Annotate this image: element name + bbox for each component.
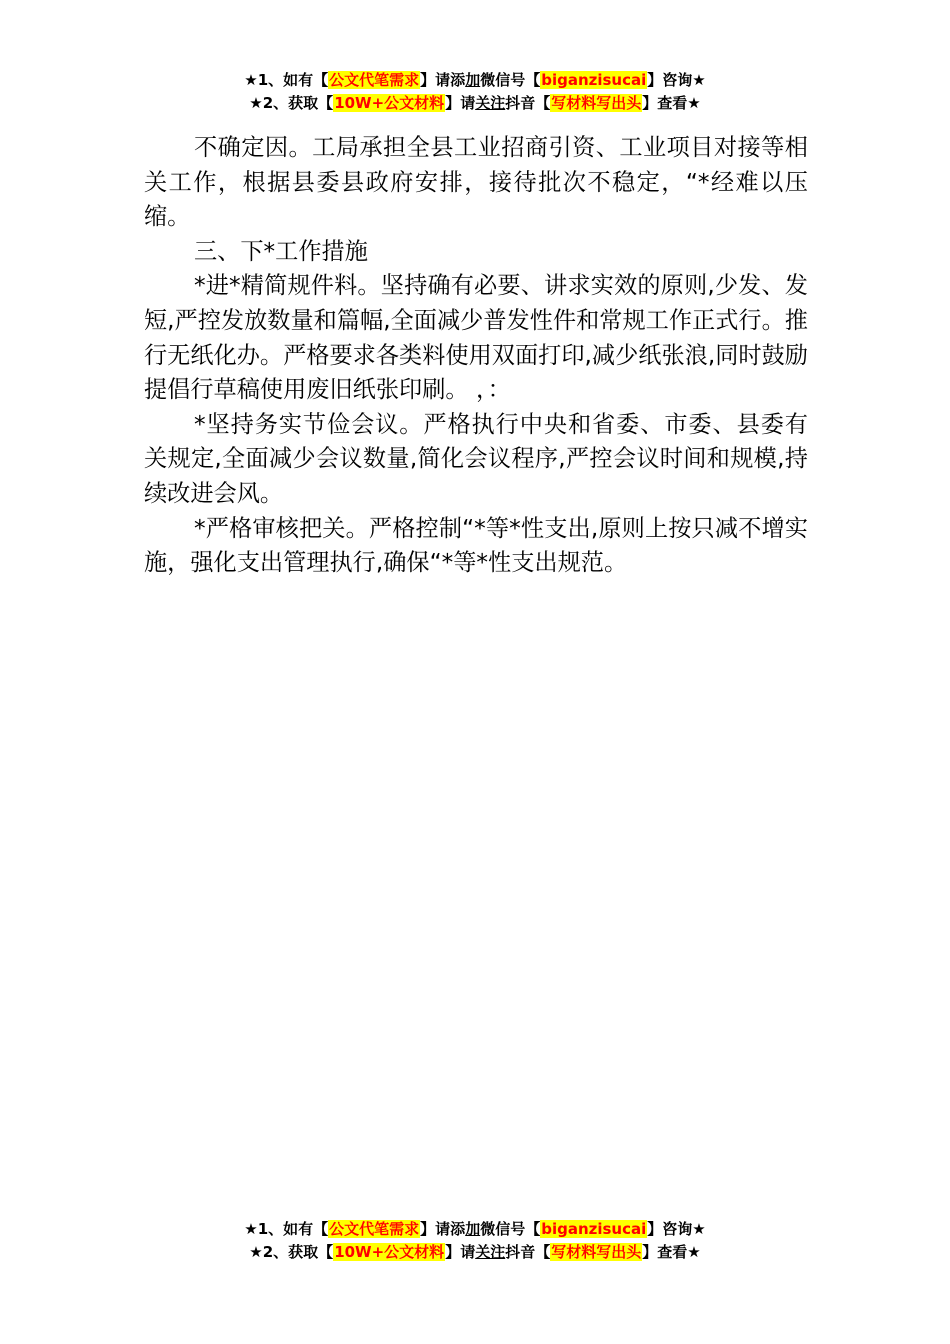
footer-highlight-materials: 10W+公文材料 xyxy=(334,1243,445,1261)
footer-highlight-douyin-account: 写材料写出头 xyxy=(551,1243,642,1261)
header-line-2 xyxy=(0,92,950,115)
paragraph-measure-3: *严格审核把关。严格控制“*等*性支出,原则上按只减不增实施，强化支出管理执行,确保“*等*性支出规范。 xyxy=(144,514,808,577)
footer-highlight-service: 公文代笔需求 xyxy=(329,1220,420,1238)
footer-line-2-mid: 】请 xyxy=(445,1243,476,1261)
paragraph-1: 不确定因。工局承担全县工业招商引资、工业项目对接等相关工作，根据县委县政府安排，接待批次不稳定，“*经难以压缩。 xyxy=(144,134,808,231)
footer-highlight-wechat-id: biganzisucai xyxy=(541,1220,647,1238)
footer-line-1-mid2: 微信号【 xyxy=(480,1220,541,1238)
header-highlight-douyin-account: 写材料写出头 xyxy=(551,94,642,112)
header-highlight-materials: 10W+公文材料 xyxy=(334,94,445,112)
header-line-2-suffix: 】查看★ xyxy=(642,94,701,112)
footer-line-2-mid2: 抖音【 xyxy=(505,1243,551,1261)
header-line-1-mid: 】请添 xyxy=(420,71,466,89)
footer-line-1 xyxy=(0,1218,950,1241)
header-line-1-underlined: 加 xyxy=(465,71,481,89)
footer-line-1-underlined: 加 xyxy=(465,1220,481,1238)
paragraph-measure-2: *坚持务实节俭会议。严格执行中央和省委、市委、县委有关规定,全面减少会议数量,简化会议程序,严控会议时间和规模,持续改进会风。 xyxy=(144,410,808,507)
header-line-2-underlined: 关注 xyxy=(475,94,506,112)
footer-line-1-suffix: 】咨询★ xyxy=(647,1220,706,1238)
document-body xyxy=(144,131,808,581)
header-line-2-mid: 】请 xyxy=(445,94,476,112)
header-line-1 xyxy=(0,69,950,92)
header-line-1-mid2: 微信号【 xyxy=(480,71,541,89)
footer-line-2-prefix: ★2、获取【 xyxy=(249,1243,334,1261)
header-line-2-prefix: ★2、获取【 xyxy=(249,94,334,112)
header-line-1-suffix: 】咨询★ xyxy=(647,71,706,89)
paragraph-measure-1: *进*精简规件料。坚持确有必要、讲求实效的原则,少发、发短,严控发放数量和篇幅,全面减少普发性件和常规工作正式行。推行无纸化办。严格要求各类料使用双面打印,减少纸张浪,同时鼓励提倡行草稿使用废旧纸张印刷。 ，： xyxy=(144,272,808,404)
header-line-2-mid2: 抖音【 xyxy=(505,94,551,112)
header-banner xyxy=(0,69,950,115)
header-line-1-prefix: ★1、如有【 xyxy=(244,71,329,89)
header-highlight-wechat-id: biganzisucai xyxy=(541,71,647,89)
section-heading: 三、下*工作措施 xyxy=(194,237,368,265)
footer-line-1-prefix: ★1、如有【 xyxy=(244,1220,329,1238)
header-highlight-service: 公文代笔需求 xyxy=(329,71,420,89)
footer-line-2-suffix: 】查看★ xyxy=(642,1243,701,1261)
footer-banner xyxy=(0,1218,950,1264)
footer-line-1-mid: 】请添 xyxy=(420,1220,466,1238)
footer-line-2 xyxy=(0,1241,950,1264)
footer-line-2-underlined: 关注 xyxy=(475,1243,506,1261)
